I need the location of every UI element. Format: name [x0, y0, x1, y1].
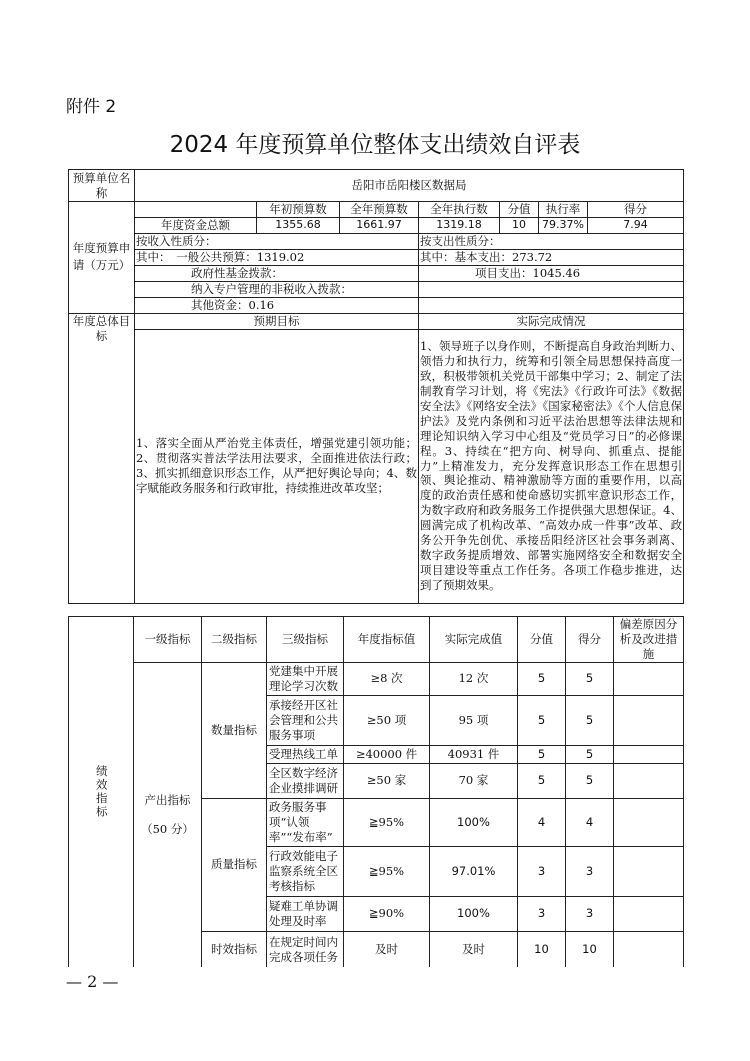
page-title: 2024 年度预算单位整体支出绩效自评表 — [169, 132, 581, 158]
expected-goal-header: 预期目标 — [135, 313, 419, 329]
by-income-label: 按收入性质分： — [135, 233, 419, 249]
indicator-note — [614, 695, 684, 745]
basic-expense: 其中：基本支出：273.72 — [419, 249, 684, 265]
indicator-name: 行政效能电子监察系统全区考核指标 — [267, 846, 344, 896]
hdr-level2: 二级指标 — [202, 617, 267, 663]
total-score: 7.94 — [588, 217, 684, 233]
col-exec-rate: 执行率 — [539, 202, 588, 218]
goals-section-label: 年度总体目标 — [69, 313, 135, 603]
indicator-score-value: 4 — [518, 798, 566, 846]
hdr-actual: 实际完成值 — [430, 617, 518, 663]
indicator-score-value: 5 — [518, 695, 566, 745]
nontax-income: 纳入专户管理的非税收入拨款： — [135, 281, 419, 297]
indicator-score: 5 — [566, 695, 614, 745]
indicator-score: 5 — [566, 763, 614, 798]
project-expense: 项目支出：1045.46 — [419, 265, 684, 281]
indicator-actual: 12 次 — [430, 662, 518, 695]
indicator-score: 3 — [566, 896, 614, 931]
total-initial: 1355.68 — [257, 217, 340, 233]
other-blank — [419, 297, 684, 313]
actual-status-header: 实际完成情况 — [419, 313, 684, 329]
total-annual: 1661.97 — [340, 217, 419, 233]
indicator-name: 在规定时间内完成各项任务 — [267, 931, 344, 967]
indicator-name: 受理热线工单 — [267, 745, 344, 763]
indicator-target: ≥8 次 — [344, 662, 430, 695]
indicator-note — [614, 798, 684, 846]
indicator-target: ≧90% — [344, 896, 430, 931]
hdr-deviation: 偏差原因分析及改进措施 — [614, 617, 684, 663]
indicator-note — [614, 763, 684, 798]
indicator-name: 政务服务事项“认领率”“发布率” — [267, 798, 344, 846]
group-quantity: 数量指标 — [202, 662, 267, 798]
gov-fund: 政府性基金拨款： — [135, 265, 419, 281]
perf-section-label — [69, 617, 134, 968]
level1-name: 产出指标 — [144, 793, 191, 808]
indicator-actual: 及时 — [430, 931, 518, 967]
indicator-note — [614, 846, 684, 896]
indicator-score-value: 5 — [518, 662, 566, 695]
indicator-score-value: 10 — [518, 931, 566, 967]
indicator-target: ≥50 家 — [344, 763, 430, 798]
total-label: 年度资金总额 — [135, 217, 257, 233]
col-annual-budget: 全年预算数 — [340, 202, 419, 218]
page-number: — 2 — — [66, 972, 119, 991]
expected-goal-text: 1、落实全面从严治党主体责任，增强党建引领功能；2、贯彻落实普法学法用法要求，全面推进依法行政；3、抓实抓细意识形态工作，从严把好舆论导向；4、数字赋能政务服务和行政审批，持续推进改革攻坚； — [135, 329, 419, 603]
hdr-level1: 一级指标 — [134, 617, 202, 663]
unit-label: 预算单位名称 — [69, 170, 135, 202]
hdr-level3: 三级指标 — [267, 617, 344, 663]
perf-section-text: 绩效指标 — [94, 765, 109, 820]
indicator-actual: 100% — [430, 896, 518, 931]
indicator-actual: 40931 件 — [430, 745, 518, 763]
indicator-score: 5 — [566, 745, 614, 763]
hdr-target: 年度指标值 — [344, 617, 430, 663]
unit-value: 岳阳市岳阳楼区数据局 — [135, 170, 684, 202]
indicator-score-value: 5 — [518, 763, 566, 798]
total-executed: 1319.18 — [419, 217, 500, 233]
by-expense-label: 按支出性质分： — [419, 233, 684, 249]
level1-output — [134, 662, 202, 967]
total-score-value: 10 — [500, 217, 539, 233]
indicator-name: 全区数字经济企业摸排调研 — [267, 763, 344, 798]
performance-table — [68, 616, 684, 967]
col-score-value: 分值 — [500, 202, 539, 218]
indicator-actual: 100% — [430, 798, 518, 846]
indicator-actual: 97.01% — [430, 846, 518, 896]
hdr-score: 得分 — [566, 617, 614, 663]
group-quality: 质量指标 — [202, 798, 267, 931]
col-executed: 全年执行数 — [419, 202, 500, 218]
indicator-name: 承接经开区社会管理和公共服务事项 — [267, 695, 344, 745]
indicator-note — [614, 896, 684, 931]
indicator-target: ≧95% — [344, 798, 430, 846]
indicator-name: 疑难工单协调处理及时率 — [267, 896, 344, 931]
indicator-note — [614, 745, 684, 763]
indicator-target: ≧95% — [344, 846, 430, 896]
indicator-score: 4 — [566, 798, 614, 846]
indicator-score-value: 5 — [518, 745, 566, 763]
general-budget: 其中： 一般公共预算：1319.02 — [135, 249, 419, 265]
total-exec-rate: 79.37% — [539, 217, 588, 233]
indicator-score: 3 — [566, 846, 614, 896]
nontax-blank — [419, 281, 684, 297]
col-score: 得分 — [588, 202, 684, 218]
indicator-score-value: 3 — [518, 846, 566, 896]
attachment-label: 附件 2 — [66, 97, 117, 117]
indicator-name: 党建集中开展理论学习次数 — [267, 662, 344, 695]
indicator-actual: 95 项 — [430, 695, 518, 745]
indicator-target: ≥40000 件 — [344, 745, 430, 763]
indicator-actual: 70 家 — [430, 763, 518, 798]
indicator-target: 及时 — [344, 931, 430, 967]
hdr-score-value: 分值 — [518, 617, 566, 663]
col-initial-budget: 年初预算数 — [257, 202, 340, 218]
indicator-score-value: 3 — [518, 896, 566, 931]
indicator-score: 10 — [566, 931, 614, 967]
indicator-target: ≥50 项 — [344, 695, 430, 745]
group-timeliness: 时效指标 — [202, 931, 267, 967]
budget-section-label: 年度预算申请（万元） — [69, 202, 135, 314]
indicator-note — [614, 931, 684, 967]
indicator-score: 5 — [566, 662, 614, 695]
actual-status-text: 1、领导班子以身作则，不断提高自身政治判断力、领悟力和执行力，统筹和引领全局思想保持高度一致，积极带领机关党员干部集中学习；2、制定了法制教育学习计划，将《宪法》《行政许可法》《数据安全法》《网络安全法》《国家秘密法》《个人信息保护法》及党内条例和习近平法治思想等法律法规和理论知识纳入学习中心组及“党员学习日”的必修课程。3、持续在“把方向、树导向、抓重点、提能力”上精准发力，充分发挥意识形态工作在思想引领、舆论推动、精神激励等方面的重要作用，以高度的政治责任感和使命感切实抓牢意识形态工作，为数字政府和政务服务工作提供强大思想保证。4、圆满完成了机构改革、“高效办成一件事”改革、政务公开争先创优、承接岳阳经济区社会事务剥离、数字政务提质增效、部署实施网络安全和数据安全项目建设等重点工作任务。各项工作稳步推进，达到了预期效果。 — [419, 329, 684, 603]
budget-table — [68, 169, 684, 604]
budget-header-blank — [135, 202, 257, 218]
level1-score: （50 分） — [141, 822, 194, 837]
other-funds: 其他资金：0.16 — [135, 297, 419, 313]
indicator-note — [614, 662, 684, 695]
